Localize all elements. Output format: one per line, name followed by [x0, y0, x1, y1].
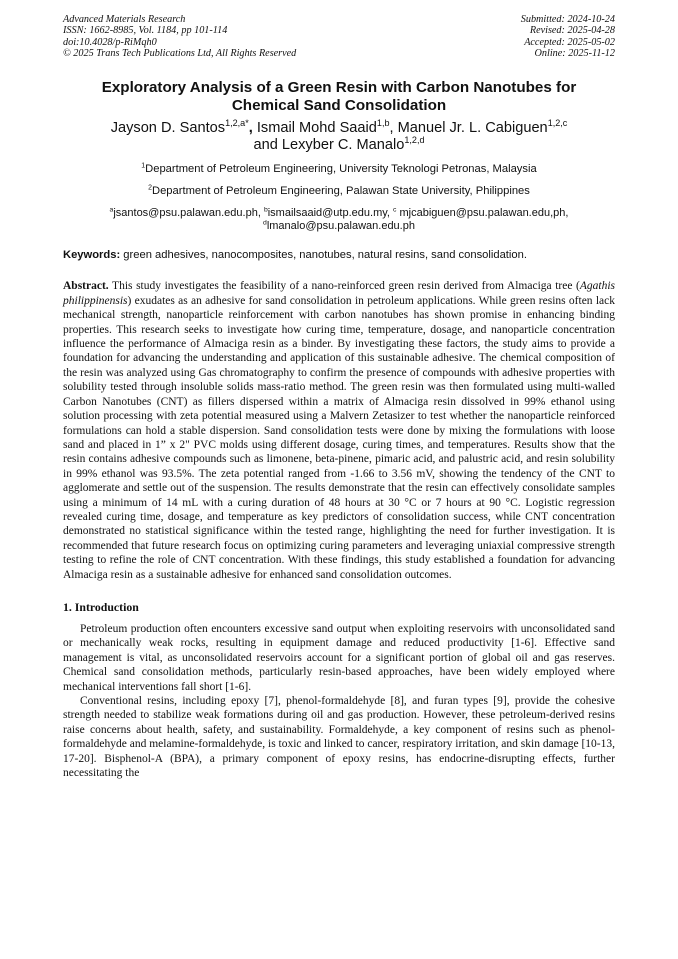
affiliation-2 [63, 185, 615, 198]
author-name: Manuel Jr. L. Cabiguen [397, 119, 548, 136]
doi-line: doi:10.4028/p-RiMqh0 [63, 36, 157, 48]
email-mark: c [393, 205, 397, 213]
email-address: ismailsaaid@utp.edu.my, [267, 206, 394, 219]
affiliation-text: Department of Petroleum Engineering, University Teknologi Petronas, Malaysia [145, 162, 537, 175]
submission-dates [521, 14, 615, 60]
copyright-line: © 2025 Trans Tech Publications Ltd, All Rights Reserved [63, 48, 297, 60]
keywords-label: Keywords: [63, 249, 121, 262]
email-mark: d [263, 219, 267, 227]
title-line-2: Chemical Sand Consolidation [231, 96, 447, 114]
affiliation-text: Department of Petroleum Engineering, Palawan State University, Philippines [151, 184, 530, 197]
title-line-1: Exploratory Analysis of a Green Resin with Carbon Nanotubes for [101, 78, 577, 96]
email-address: lmanalo@psu.palawan.edu.ph [266, 220, 415, 233]
affiliation-mark: 2 [148, 183, 152, 191]
abstract-text: ) exudates as an adhesive for sand consolidation in petroleum applications. While green resins often lack mechanical strength, nanoparticle reinforcement with carbon nanotubes has shown promise in enhancing binding properties. This research seeks to investigate how curing time, temperature, dosage, and nanoparticle concentration influence the performance of Almaciga resin as a binder. By investigating these factors, the study aims to provide a foundation for advancing the understanding and application of this sustainable adhesive. The chemical composition of the resin was analyzed using Gas chromatography to confirm the presence of compounds with adhesive properties with solubility tested through insoluble solids mass-ratio method. The green resin was then formulated using multi-walled Carbon Nanotubes (CNT) as fillers dispersed within a matrix of Almaciga resin dissolved in 99% ethanol using solution processing with zeta potential measured using a Malvern Zetasizer to test whether the nanoparticle reinforced formulations can hold a stable dispersion. Sand consolidation tests were done by mixing the formulations with loose sand and placed in 1” x 2" PVC molds using different dosage, curing times, and temperatures. Results show that the resin contains adhesive compounds such as limonene, beta-pinene, pimaric acid, and palustric acid, and resin solubility in 99% ethanol was 93.5%. The zeta potential ranged from -1.66 to 3.56 mV, showing the tendency of the CNT to agglomerate and settle out of the suspension. The results demonstrate that the resin can effectively consolidate samples using a minimum of 14 mL with a curing duration of 48 hours at 30 °C or 7 hours at 90 °C. Logistic regression revealed curing time, dosage, and temperature as key predictors of consolidation success, while CNT concentration demonstrated no statistical significance within the tested range, highlighting the need for further investigation. It is recommended that future research focus on optimizing curing parameters and leveraging uniaxial compressive strength testing to refine the role of CNT concentration. With these findings, this study established a foundation for advancing Almaciga resin as a sustainable adhesive for enhanced sand consolidation outcomes. [63, 294, 615, 581]
author-name: Lexyber C. Manalo [281, 136, 405, 153]
email-mark: b [263, 205, 268, 213]
abstract-label: Abstract. [63, 280, 109, 293]
author-separator: , [389, 119, 398, 136]
revised-date: Revised: 2025-04-28 [529, 25, 615, 37]
publication-info [63, 14, 296, 60]
author-affiliation-mark: 1,b [376, 117, 390, 128]
journal-name: Advanced Materials Research [63, 14, 186, 25]
affiliation-1 [63, 163, 615, 176]
author-emails [63, 207, 615, 234]
email-address: mjcabiguen@psu.palawan.edu,ph, [396, 206, 569, 219]
accepted-date: Accepted: 2025-05-02 [524, 36, 615, 48]
issn-line: ISSN: 1662-8985, Vol. 1184, pp 101-114 [63, 25, 228, 37]
paper-title [63, 79, 615, 115]
author-list [63, 117, 615, 154]
author-conjunction: and [253, 136, 282, 153]
keywords-text: green adhesives, nanocomposites, nanotubes, natural resins, sand consolidation. [120, 249, 527, 262]
section-heading-introduction: 1. Introduction [63, 599, 139, 614]
email-mark: a [109, 205, 114, 213]
journal-header [63, 14, 615, 60]
submitted-date: Submitted: 2024-10-24 [520, 14, 615, 25]
email-address: jsantos@psu.palawan.edu.ph, [113, 206, 264, 219]
species-name: Agathis philippinensis [63, 280, 615, 307]
introduction-paragraph-2: Conventional resins, including epoxy [7], phenol-formaldehyde [8], and furan types [9], provide the cohesive strength needed to stabilize weak formations during oil and gas production. However, these petroleum-derived resins raise concerns about health, safety, and sustainability. Formaldehyde, a key component of resins such as phenol-formaldehyde and melamine-formaldehyde, is toxic and linked to cancer, respiratory irritation, and skin damage [10-13, 17-20]. Bisphenol-A (BPA), a primary component of epoxy resins, has endocrine-disrupting effects, further necessitating the [63, 695, 615, 780]
keywords [63, 249, 615, 262]
abstract-text: This study investigates the feasibility of a nano-reinforced green resin derived from Almaciga tree ( [108, 280, 580, 293]
author-name: Ismail Mohd Saaid [256, 119, 377, 136]
author-affiliation-mark: 1,2,a* [225, 117, 249, 128]
author-separator: , [248, 119, 257, 136]
author-affiliation-mark: 1,2,d [404, 134, 425, 145]
online-date: Online: 2025-11-12 [534, 48, 615, 60]
introduction-paragraph-1: Petroleum production often encounters excessive sand output when exploiting reservoirs with unconsolidated sand or mechanically weak rocks, resulting in equipment damage and reduced productivity [1-6]. Effective sand management is vital, as unconsolidated reservoirs account for a significant portion of global oil and gas reserves. Chemical sand consolidation methods, particularly resin-based approaches, have been widely employed where mechanical interventions fall short [1-6]. [63, 622, 615, 693]
author-name: Jayson D. Santos [110, 119, 226, 136]
author-affiliation-mark: 1,2,c [547, 117, 568, 128]
affiliation-mark: 1 [141, 161, 146, 169]
abstract [63, 279, 615, 582]
